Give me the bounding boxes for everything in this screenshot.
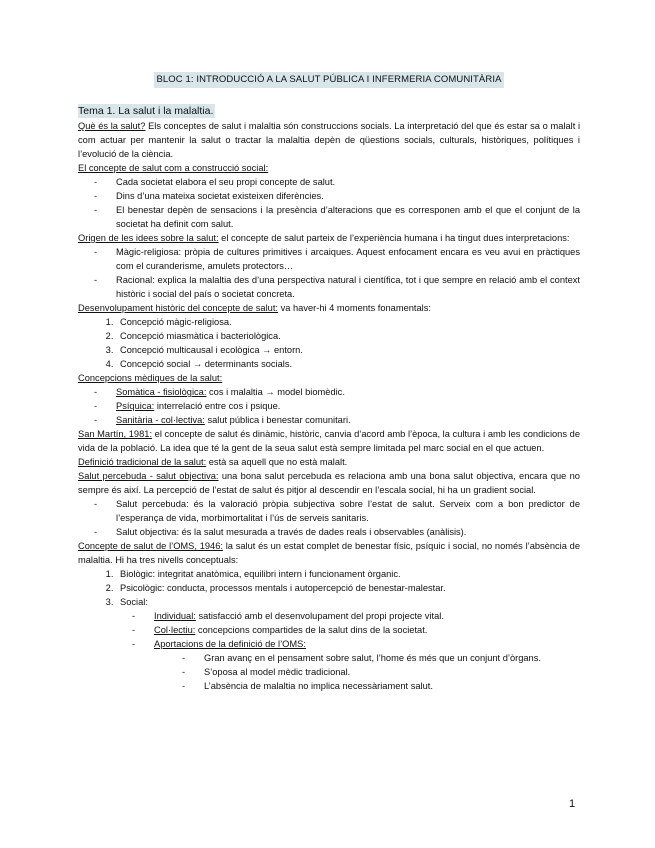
document-title: BLOC 1: INTRODUCCIÓ A LA SALUT PÚBLICA I INFERMERIA COMUNITÀRIA [154,72,503,88]
list-construccio-social [78,175,580,231]
list-item: - Aportacions de la definició de l’OMS: - Gran avanç en el pensament sobre salut, l’home és més que un conjunt d’òrgans. - S’oposa al model mèdic tradicional. - L’absència de malaltia no implica necessàriament salut. [154,637,580,693]
list-item: - Col·lectiu: concepcions compartides de la salut dins de la societat. [154,623,580,637]
list-aportacions [154,651,580,693]
list-item: - Psíquica: interrelació entre cos i psique. [116,399,580,413]
list-item: 3. Social: [116,595,580,609]
list-moments [78,315,580,371]
subheading-concepcions-mediques: Concepcions mèdiques de la salut: [78,373,223,383]
list-item: - Gran avanç en el pensament sobre salut, l’home és més que un conjunt d’òrgans. [204,651,580,665]
list-item: - Salut percebuda: és la valoració pròpia subjectiva sobre l’estat de salut. Serveix com a bon predictor de l’esperança de vida, morbimortalitat i l’ús de serveis sanitaris. [116,497,580,525]
list-item: - Individual: satisfacció amb el desenvolupament del propi projecte vital. [154,609,580,623]
paragraph-origen-idees: Origen de les idees sobre la salut: el concepte de salut parteix de l’experiència humana i ha tingut dues interpretacions: [78,233,570,243]
term: Desenvolupament històric del concepte de salut: [78,303,279,313]
paragraph-definicio-tradicional: Definició tradicional de la salut: està sa aquell que no està malalt. [78,457,348,467]
document-page [78,72,580,693]
paragraph-oms: Concepte de salut de l’OMS, 1946: la salut és un estat complet de benestar físic, psíquic i social, no només l’absència de malaltia. Hi ha tres nivells conceptuals: [78,541,580,565]
list-item: - Sanitària - col·lectiva: salut pública i benestar comunitari. [116,413,580,427]
page-number: 1 [569,798,576,810]
list-item: - El benestar depèn de sensacions i la presència d’alteracions que es corresponen amb el que el conjunt de la societat ha definit com salut. [116,203,580,231]
paragraph-salut-percebuda: Salut percebuda - salut objectiva: una bona salut percebuda es relaciona amb una bona salut objectiva, encara que no sempre és així. La percepció de l’estat de salut és pitjor al descendir en l’escala social, hi ha un gradient social. [78,471,580,495]
term: Origen de les idees sobre la salut: [78,233,219,243]
list-item: - S’oposa al model mèdic tradicional. [204,665,580,679]
list-salut-percebuda [78,497,580,539]
subheading-construccio-social: El concepte de salut com a construcció social: [78,163,269,173]
term: Salut percebuda - salut objectiva: [78,471,219,481]
list-item: 1. Concepció màgic-religiosa. [116,315,580,329]
list-item: - Cada societat elabora el seu propi concepte de salut. [116,175,580,189]
list-item: - L’absència de malaltia no implica necessàriament salut. [204,679,580,693]
list-item: 3. Concepció multicausal i ecològica → entorn. [116,343,580,357]
list-item: 2. Psicològic: conducta, processos mentals i autopercepció de benestar-malestar. [116,581,580,595]
list-item: - Salut objectiva: és la salut mesurada a través de dades reals i observables (anàlisis). [116,525,580,539]
list-concepcions-mediques [78,385,580,427]
list-nivells [78,567,580,609]
list-item: - Somàtica - fisiològica: cos i malaltia → model biomèdic. [116,385,580,399]
term: San Martín, 1981: [78,429,153,439]
section-title: Tema 1. La salut i la malaltia. [78,105,214,117]
list-interpretacions [78,245,580,301]
list-item: - Màgic-religiosa: pròpia de cultures primitives i arcaiques. Aquest enfocament encara es veu avui en pràctiques com el curanderisme, amulets protectors… [116,245,580,273]
list-item: - Dins d’una mateixa societat existeixen diferències. [116,189,580,203]
term: Què és la salut? [78,121,146,131]
list-social [78,609,580,693]
paragraph-que-es-salut: Què és la salut? Els conceptes de salut i malaltia són construccions socials. La interpretació del que és estar sa o malalt i com actuar per mantenir la salut o tractar la malaltia depèn de qüestions socials, culturals, històriques, polítiques i l’evolució de la ciència. [78,121,581,159]
paragraph-desenvolupament-historic: Desenvolupament històric del concepte de salut: va haver-hi 4 moments fonamentals: [78,303,431,313]
list-item: 2. Concepció miasmàtica i bacteriològica. [116,329,580,343]
list-item: - Racional: explica la malaltia des d’una perspectiva natural i científica, tot i que sempre en relació amb el context històric i social del país o societat concreta. [116,273,580,301]
list-item: 1. Biològic: integritat anatòmica, equilibri intern i funcionament òrganic. [116,567,580,581]
paragraph-san-martin: San Martín, 1981: el concepte de salut és dinàmic, històric, canvia d’acord amb l’època, la cultura i amb les condicions de vida de la població. La idea que té la gent de la seua salut està sempre limitada pel marc social en el que actuen. [78,429,580,453]
term: Concepte de salut de l’OMS, 1946: [78,541,223,551]
term: Definició tradicional de la salut: [78,457,207,467]
list-item: 4. Concepció social → determinants socials. [116,357,580,371]
